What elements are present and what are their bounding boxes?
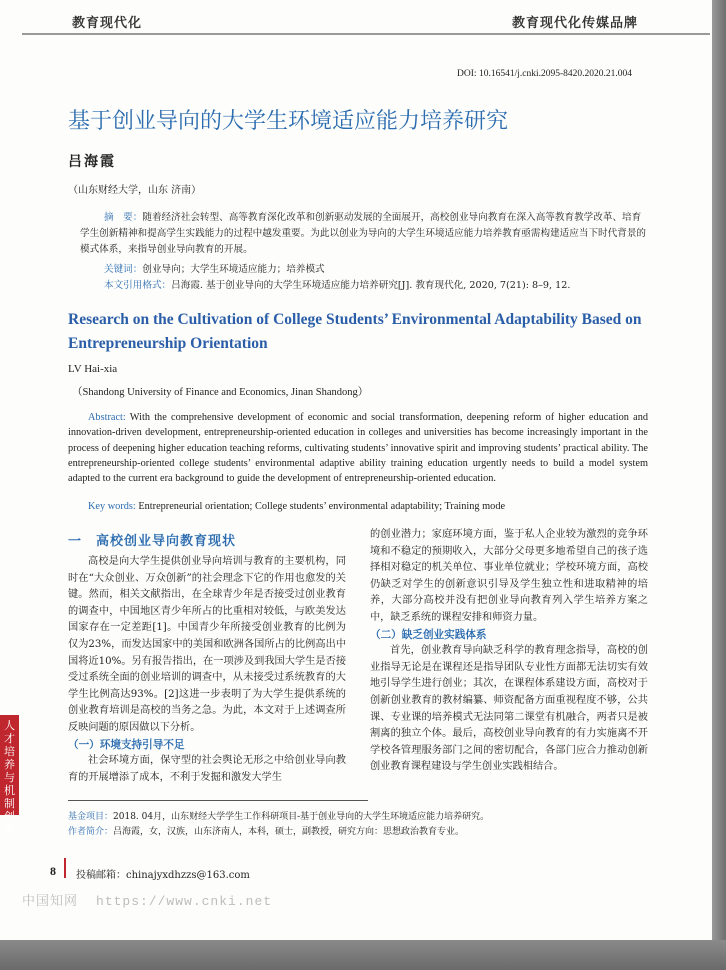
- footnote-author: [68, 824, 464, 837]
- page-shadow-right: [712, 0, 726, 970]
- watermark-cn: 中国知网: [22, 894, 79, 909]
- right-column: [370, 527, 648, 776]
- page-shadow-bottom: [0, 940, 726, 970]
- abstract-english-label: Abstract:: [88, 412, 126, 423]
- keywords-chinese: [104, 261, 325, 275]
- page-number-divider: [64, 858, 66, 878]
- title-english: Research on the Cultivation of College Students’ Environmental Adaptability Based on Entrepreneurship Orientation: [68, 311, 642, 352]
- citation-label: 本文引用格式：: [104, 280, 172, 291]
- abstract-english-text: With the comprehensive development of economic and social transformation, deepening reform of higher education and innovation-driven development, entrepreneurship-oriented education in colleges and universities has become increasingly important in the process of deepening higher education teaching reforms, cultivating students’ innovative spirit and improving students’ practical ability. The entrepreneurship-oriented college students’ environmental adaptive ability training education urgently needs to build a model system adapted to the current era background to guide the development of entrepreneurship-oriented education.: [68, 412, 648, 485]
- affiliation-chinese: （山东财经大学，山东 济南）: [68, 185, 202, 196]
- body-paragraph: 高校是向大学生提供创业导向培训与教育的主要机构，同时在“大众创业、万众创新”的社会理念下它的作用也愈发的关键。然而，相关文献指出，在全球青少年是否接受过创业教育的调查中，中国地区青少年所占的比重相对较低，与欧美发达国家存在一定差距[1]。中国青少年所接受创业教育的比例为仅为23%，而发达国家中的美国和欧洲各国所占的比例高出中国将近10%。另有报告指出，在一项涉及到我国大学生是否接受过系统全面的创业培训的调查中，从未接受过系统教育的大学生比例高达93%。[2]这进一步表明了为大学生提供系统的创业教育培训是高校的当务之急。为此，本文对于上述调查所反映问题的原因做以下分析。: [68, 556, 346, 733]
- abstract-chinese-label: 摘 要：: [104, 212, 143, 223]
- fund-text: 2018. 04月，山东财经大学学生工作科研项目-基于创业导向的大学生环境适应能力培养研究。: [113, 812, 490, 822]
- submission-email: 投稿邮箱：chinajyxdhzzs@163.com: [76, 870, 250, 881]
- running-header-right: 教育现代化传媒品牌: [511, 16, 638, 31]
- citation-format: [104, 277, 570, 291]
- affiliation-english: （Shandong University of Finance and Economics, Jinan Shandong）: [72, 387, 369, 398]
- section-heading: 一 高校创业导向教育现状: [68, 534, 237, 549]
- citation-text: 吕海霞. 基于创业导向的大学生环境适应能力培养研究[J]. 教育现代化, 2020, 7(21): 8–9, 12.: [171, 280, 571, 291]
- footnote-fund: [68, 809, 489, 822]
- watermark-url: https://www.cnki.net: [96, 894, 273, 909]
- body-paragraph: 社会环境方面，保守型的社会舆论无形之中给创业导向教育的开展增添了成本，不利于发掘和激发大学生: [68, 755, 346, 783]
- left-column: [68, 554, 346, 786]
- abstract-chinese: [80, 210, 648, 258]
- author-chinese: 吕海霞: [68, 154, 116, 170]
- header-rule: [22, 33, 710, 35]
- keywords-english-text: Entrepreneurial orientation; College students’ environmental adaptability; Training mode: [138, 501, 506, 512]
- author-bio-label: 作者简介：: [68, 827, 114, 837]
- page-number: 8: [50, 864, 56, 878]
- body-paragraph: 的创业潜力；家庭环境方面，鉴于私人企业较为激烈的竞争环境和不稳定的预期收入，大部分父母更多地希望自己的孩子选择相对稳定的机关单位、事业单位就业；学校环境方面，高校仍缺乏对学生的创新意识引导及学生独立性和进取精神的培养，大部分高校并没有把创业导向教育列入学生培养方案之中，缺乏系统的课程安排和师资力量。: [370, 529, 648, 623]
- doi: DOI: 10.16541/j.cnki.2095-8420.2020.21.004: [457, 69, 632, 79]
- author-bio-text: 吕海霞，女，汉族，山东济南人，本科，硕士，副教授，研究方向：思想政治教育专业。: [113, 827, 465, 837]
- abstract-chinese-text: 随着经济社会转型、高等教育深化改革和创新驱动发展的全面展开，高校创业导向教育在深入高等教育教学改革、培育学生创新精神和提高学生实践能力的过程中越发重要。为此以创业为导向的大学生环境适应能力培养教育亟需构建适应当下时代背景的模式体系，来指导创业导向教育的开展。: [80, 212, 647, 255]
- abstract-english: [68, 410, 648, 486]
- body-paragraph: 首先，创业教育导向缺乏科学的教育理念指导，高校的创业指导无论是在课程还是指导团队专业性方面都无法切实有效地引导学生进行创业；其次，在课程体系建设方面，高校对于创新创业教育的教材编纂、师资配备方面重视程度不够，公共课、专业课的培养模式无法同第二课堂有机融合，两者只是被割离的独立个体。最后，高校创业导向教育的有力实施离不开学校各管理服务部门之间的密切配合，各部门应合力推动创新创业教育课程建设与学生创业实践相结合。: [370, 645, 648, 773]
- running-header-left: 教育现代化: [72, 16, 143, 31]
- keywords-english-label: Key words:: [88, 501, 136, 512]
- author-english: LV Hai-xia: [68, 363, 118, 375]
- footnote-rule: [68, 800, 368, 801]
- title-chinese: 基于创业导向的大学生环境适应能力培养研究: [68, 109, 509, 134]
- keywords-chinese-label: 关键词：: [104, 264, 143, 275]
- side-category-tab: 人才培养与机制创新: [0, 715, 19, 815]
- subsection-heading: （一）环境支持引导不足: [68, 738, 185, 751]
- keywords-chinese-text: 创业导向；大学生环境适应能力；培养模式: [142, 264, 325, 275]
- keywords-english: [88, 501, 505, 512]
- cnki-watermark: [22, 890, 290, 909]
- fund-label: 基金项目：: [68, 812, 114, 822]
- subsection-heading: （二）缺乏创业实践体系: [370, 628, 487, 641]
